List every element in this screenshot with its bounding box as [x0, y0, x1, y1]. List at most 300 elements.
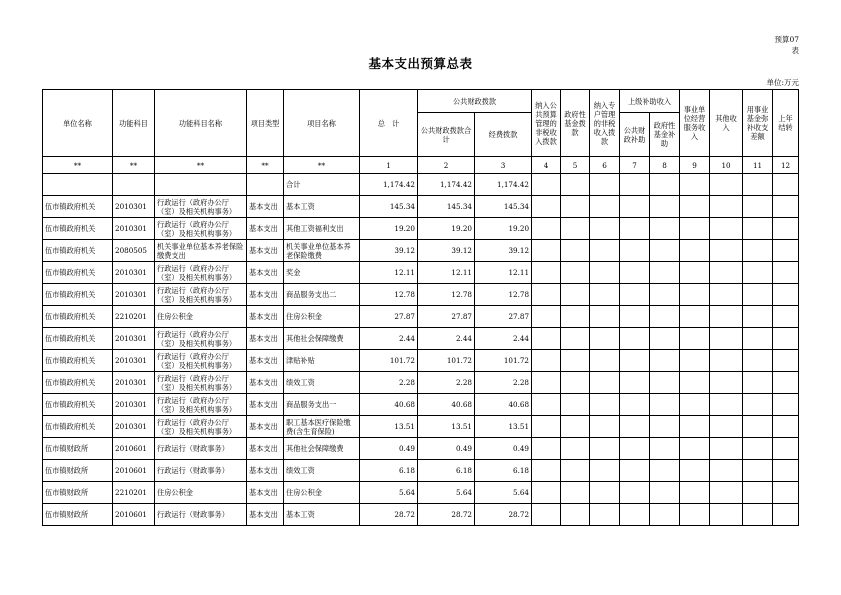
item-name-cell: 津贴补贴	[284, 350, 360, 372]
empty-cell	[650, 482, 680, 504]
total-cell: 0.49	[360, 438, 418, 460]
empty-cell	[773, 218, 799, 240]
empty-cell	[620, 328, 650, 350]
table-row	[43, 196, 799, 218]
empty-cell	[620, 482, 650, 504]
empty-cell	[773, 372, 799, 394]
func-code-cell: 2010301	[113, 196, 155, 218]
public-fiscal-cell: 2.44	[418, 328, 475, 350]
empty-cell	[590, 394, 620, 416]
empty-cell	[650, 328, 680, 350]
funding-cell: 40.68	[475, 394, 532, 416]
index-cell: 2	[418, 157, 475, 174]
col-nontax: 纳入公共预算管理的非税收入拨款	[532, 90, 561, 157]
total-cell: 6.18	[360, 460, 418, 482]
func-code-cell: 2010301	[113, 262, 155, 284]
empty-cell	[680, 438, 710, 460]
col-item-type: 项目类型	[247, 90, 284, 157]
index-cell: **	[113, 157, 155, 174]
empty-cell	[561, 416, 590, 438]
empty-cell	[743, 262, 773, 284]
func-code-cell: 2010601	[113, 438, 155, 460]
total-code-cell	[113, 174, 155, 196]
total-empty-6	[590, 174, 620, 196]
item-name-cell: 职工基本医疗保险缴费(含生育保险)	[284, 416, 360, 438]
empty-cell	[532, 284, 561, 306]
col-other-income: 其他收入	[710, 90, 743, 157]
col-special-account: 纳入专户管理的非税收入拨款	[590, 90, 620, 157]
func-code-cell: 2010301	[113, 416, 155, 438]
func-name-cell: 行政运行（政府办公厅（室）及相关机构事务）	[155, 394, 247, 416]
public-fiscal-cell: 19.20	[418, 218, 475, 240]
public-fiscal-cell: 39.12	[418, 240, 475, 262]
public-fiscal-cell: 6.18	[418, 460, 475, 482]
empty-cell	[710, 196, 743, 218]
empty-cell	[710, 504, 743, 526]
table-row	[43, 394, 799, 416]
empty-cell	[590, 416, 620, 438]
total-type-cell	[247, 174, 284, 196]
table-header	[43, 90, 799, 174]
func-name-cell: 行政运行（政府办公厅（室）及相关机构事务）	[155, 328, 247, 350]
func-name-cell: 住房公积金	[155, 482, 247, 504]
empty-cell	[561, 372, 590, 394]
index-cell: 12	[773, 157, 799, 174]
index-cell: **	[284, 157, 360, 174]
total-cell: 39.12	[360, 240, 418, 262]
empty-cell	[773, 504, 799, 526]
empty-cell	[710, 218, 743, 240]
public-fiscal-cell: 12.11	[418, 262, 475, 284]
table-row	[43, 460, 799, 482]
index-cell: 10	[710, 157, 743, 174]
empty-cell	[743, 196, 773, 218]
func-code-cell: 2210201	[113, 482, 155, 504]
empty-cell	[532, 262, 561, 284]
empty-cell	[680, 394, 710, 416]
public-fiscal-cell: 145.34	[418, 196, 475, 218]
empty-cell	[773, 350, 799, 372]
empty-cell	[710, 394, 743, 416]
index-cell: **	[247, 157, 284, 174]
empty-cell	[590, 218, 620, 240]
empty-cell	[532, 240, 561, 262]
total-cell: 40.68	[360, 394, 418, 416]
empty-cell	[680, 218, 710, 240]
func-code-cell: 2010601	[113, 460, 155, 482]
func-code-cell: 2010301	[113, 284, 155, 306]
func-code-cell: 2010601	[113, 504, 155, 526]
table-row	[43, 482, 799, 504]
empty-cell	[650, 460, 680, 482]
empty-cell	[773, 262, 799, 284]
unit-name-cell: 伍市镇财政所	[43, 438, 113, 460]
item-name-cell: 基本工资	[284, 504, 360, 526]
func-code-cell: 2010301	[113, 350, 155, 372]
item-type-cell: 基本支出	[247, 328, 284, 350]
empty-cell	[590, 504, 620, 526]
empty-cell	[561, 350, 590, 372]
total-empty-5	[561, 174, 590, 196]
funding-cell: 5.64	[475, 482, 532, 504]
empty-cell	[620, 262, 650, 284]
unit-name-cell: 伍市镇政府机关	[43, 394, 113, 416]
empty-cell	[590, 240, 620, 262]
item-name-cell: 绩效工资	[284, 372, 360, 394]
func-name-cell: 行政运行（政府办公厅（室）及相关机构事务）	[155, 284, 247, 306]
item-type-cell: 基本支出	[247, 350, 284, 372]
empty-cell	[532, 350, 561, 372]
empty-cell	[590, 372, 620, 394]
empty-cell	[680, 328, 710, 350]
item-name-cell: 其他工资福利支出	[284, 218, 360, 240]
item-name-cell: 奖金	[284, 262, 360, 284]
funding-cell: 6.18	[475, 460, 532, 482]
empty-cell	[532, 372, 561, 394]
unit-name-cell: 伍市镇政府机关	[43, 328, 113, 350]
empty-cell	[680, 350, 710, 372]
empty-cell	[680, 482, 710, 504]
unit-name-cell: 伍市镇政府机关	[43, 240, 113, 262]
total-label: 合计	[284, 174, 360, 196]
empty-cell	[620, 196, 650, 218]
unit-name-cell: 伍市镇政府机关	[43, 284, 113, 306]
empty-cell	[650, 262, 680, 284]
empty-cell	[532, 460, 561, 482]
item-type-cell: 基本支出	[247, 240, 284, 262]
index-cell: 3	[475, 157, 532, 174]
empty-cell	[532, 328, 561, 350]
func-code-cell: 2010301	[113, 218, 155, 240]
empty-cell	[710, 438, 743, 460]
index-cell: 1	[360, 157, 418, 174]
unit-name-cell: 伍市镇政府机关	[43, 350, 113, 372]
total-row	[43, 174, 799, 196]
total-funding: 1,174.42	[475, 174, 532, 196]
col-public-subsidy: 公共财政补助	[620, 113, 650, 157]
empty-cell	[773, 284, 799, 306]
total-cell: 5.64	[360, 482, 418, 504]
empty-cell	[650, 350, 680, 372]
empty-cell	[773, 482, 799, 504]
empty-cell	[561, 460, 590, 482]
item-type-cell: 基本支出	[247, 504, 284, 526]
funding-cell: 19.20	[475, 218, 532, 240]
col-carryover: 上年结转	[773, 90, 799, 157]
empty-cell	[650, 218, 680, 240]
empty-cell	[743, 328, 773, 350]
public-fiscal-cell: 27.87	[418, 306, 475, 328]
empty-cell	[590, 284, 620, 306]
table-row	[43, 284, 799, 306]
total-public: 1,174.42	[418, 174, 475, 196]
item-type-cell: 基本支出	[247, 262, 284, 284]
empty-cell	[620, 218, 650, 240]
total-cell: 101.72	[360, 350, 418, 372]
func-code-cell: 2010301	[113, 394, 155, 416]
funding-cell: 145.34	[475, 196, 532, 218]
funding-cell: 39.12	[475, 240, 532, 262]
item-name-cell: 商品服务支出二	[284, 284, 360, 306]
item-name-cell: 其他社会保障缴费	[284, 438, 360, 460]
total-cell: 145.34	[360, 196, 418, 218]
empty-cell	[743, 372, 773, 394]
empty-cell	[743, 350, 773, 372]
index-cell: 6	[590, 157, 620, 174]
unit-name-cell: 伍市镇政府机关	[43, 196, 113, 218]
total-func-cell	[155, 174, 247, 196]
empty-cell	[561, 218, 590, 240]
item-type-cell: 基本支出	[247, 416, 284, 438]
item-name-cell: 绩效工资	[284, 460, 360, 482]
total-empty-10	[710, 174, 743, 196]
public-fiscal-cell: 28.72	[418, 504, 475, 526]
func-name-cell: 行政运行（财政事务）	[155, 504, 247, 526]
empty-cell	[590, 306, 620, 328]
empty-cell	[680, 460, 710, 482]
empty-cell	[532, 416, 561, 438]
empty-cell	[680, 416, 710, 438]
item-name-cell: 商品服务支出一	[284, 394, 360, 416]
public-fiscal-cell: 40.68	[418, 394, 475, 416]
funding-cell: 0.49	[475, 438, 532, 460]
empty-cell	[743, 460, 773, 482]
funding-cell: 13.51	[475, 416, 532, 438]
empty-cell	[710, 460, 743, 482]
empty-cell	[532, 394, 561, 416]
total-empty-9	[680, 174, 710, 196]
unit-name-cell: 伍市镇政府机关	[43, 218, 113, 240]
func-name-cell: 行政运行（财政事务）	[155, 460, 247, 482]
empty-cell	[650, 372, 680, 394]
func-name-cell: 行政运行（财政事务）	[155, 438, 247, 460]
total-empty-7	[620, 174, 650, 196]
col-total: 总 计	[360, 90, 418, 157]
index-cell: 11	[743, 157, 773, 174]
index-cell: 9	[680, 157, 710, 174]
empty-cell	[743, 416, 773, 438]
item-type-cell: 基本支出	[247, 284, 284, 306]
funding-cell: 2.44	[475, 328, 532, 350]
empty-cell	[561, 262, 590, 284]
col-item-name: 项目名称	[284, 90, 360, 157]
col-public-fiscal-total: 公共财政拨款合计	[418, 113, 475, 157]
table-body	[43, 174, 799, 526]
table-row	[43, 306, 799, 328]
total-cell: 12.78	[360, 284, 418, 306]
empty-cell	[710, 306, 743, 328]
empty-cell	[532, 196, 561, 218]
public-fiscal-cell: 0.49	[418, 438, 475, 460]
total-sum: 1,174.42	[360, 174, 418, 196]
empty-cell	[773, 460, 799, 482]
empty-cell	[620, 504, 650, 526]
func-name-cell: 行政运行（政府办公厅（室）及相关机构事务）	[155, 196, 247, 218]
index-cell: **	[155, 157, 247, 174]
empty-cell	[620, 438, 650, 460]
empty-cell	[532, 504, 561, 526]
col-group-public-fiscal: 公共财政拨款	[418, 90, 532, 113]
table-row	[43, 262, 799, 284]
total-cell: 19.20	[360, 218, 418, 240]
empty-cell	[743, 306, 773, 328]
empty-cell	[532, 438, 561, 460]
empty-cell	[680, 262, 710, 284]
unit-name-cell: 伍市镇财政所	[43, 482, 113, 504]
unit-label: 单位:万元	[766, 78, 799, 87]
empty-cell	[561, 240, 590, 262]
empty-cell	[590, 328, 620, 350]
empty-cell	[590, 438, 620, 460]
table-row	[43, 504, 799, 526]
empty-cell	[743, 240, 773, 262]
item-type-cell: 基本支出	[247, 306, 284, 328]
index-cell: 8	[650, 157, 680, 174]
public-fiscal-cell: 5.64	[418, 482, 475, 504]
item-type-cell: 基本支出	[247, 218, 284, 240]
col-group-superior-subsidy: 上级补助收入	[620, 90, 680, 113]
empty-cell	[532, 306, 561, 328]
empty-cell	[773, 306, 799, 328]
item-name-cell: 其他社会保障缴费	[284, 328, 360, 350]
empty-cell	[620, 460, 650, 482]
public-fiscal-cell: 13.51	[418, 416, 475, 438]
empty-cell	[561, 504, 590, 526]
budget-table	[42, 89, 799, 526]
empty-cell	[680, 372, 710, 394]
total-cell: 27.87	[360, 306, 418, 328]
empty-cell	[650, 416, 680, 438]
empty-cell	[710, 240, 743, 262]
total-empty-4	[532, 174, 561, 196]
empty-cell	[650, 306, 680, 328]
empty-cell	[650, 438, 680, 460]
index-cell: 4	[532, 157, 561, 174]
page-title: 基本支出预算总表	[368, 56, 473, 71]
col-func-code: 功能科目	[113, 90, 155, 157]
report-code-line2: 表	[791, 46, 799, 55]
item-name-cell: 基本工资	[284, 196, 360, 218]
public-fiscal-cell: 101.72	[418, 350, 475, 372]
empty-cell	[620, 372, 650, 394]
empty-cell	[710, 284, 743, 306]
empty-cell	[710, 262, 743, 284]
func-name-cell: 住房公积金	[155, 306, 247, 328]
report-code-line1: 预算07	[774, 35, 799, 44]
empty-cell	[773, 416, 799, 438]
funding-cell: 2.28	[475, 372, 532, 394]
index-cell: **	[43, 157, 113, 174]
empty-cell	[561, 438, 590, 460]
total-cell: 13.51	[360, 416, 418, 438]
empty-cell	[561, 394, 590, 416]
table-row	[43, 328, 799, 350]
empty-cell	[743, 218, 773, 240]
item-name-cell: 住房公积金	[284, 306, 360, 328]
table-row	[43, 438, 799, 460]
total-cell: 28.72	[360, 504, 418, 526]
empty-cell	[680, 284, 710, 306]
total-cell: 2.28	[360, 372, 418, 394]
empty-cell	[590, 460, 620, 482]
empty-cell	[650, 240, 680, 262]
empty-cell	[743, 284, 773, 306]
unit-name-cell: 伍市镇财政所	[43, 504, 113, 526]
empty-cell	[590, 262, 620, 284]
empty-cell	[620, 240, 650, 262]
empty-cell	[650, 394, 680, 416]
total-empty-11	[743, 174, 773, 196]
func-code-cell: 2210201	[113, 306, 155, 328]
empty-cell	[620, 416, 650, 438]
col-gov-fund-subsidy: 政府性基金补助	[650, 113, 680, 157]
empty-cell	[561, 196, 590, 218]
empty-cell	[743, 438, 773, 460]
funding-cell: 12.78	[475, 284, 532, 306]
func-name-cell: 行政运行（政府办公厅（室）及相关机构事务）	[155, 372, 247, 394]
unit-name-cell: 伍市镇财政所	[43, 460, 113, 482]
item-type-cell: 基本支出	[247, 482, 284, 504]
func-name-cell: 行政运行（政府办公厅（室）及相关机构事务）	[155, 350, 247, 372]
item-name-cell: 机关事业单位基本养老保险缴费	[284, 240, 360, 262]
empty-cell	[620, 394, 650, 416]
unit-name-cell: 伍市镇政府机关	[43, 372, 113, 394]
empty-cell	[743, 504, 773, 526]
unit-name-cell: 伍市镇政府机关	[43, 416, 113, 438]
func-name-cell: 机关事业单位基本养老保险缴费支出	[155, 240, 247, 262]
func-name-cell: 行政运行（政府办公厅（室）及相关机构事务）	[155, 262, 247, 284]
empty-cell	[620, 350, 650, 372]
table-row	[43, 416, 799, 438]
col-business-fund: 用事业基金弥补收支差额	[743, 90, 773, 157]
report-code	[774, 34, 799, 56]
empty-cell	[590, 350, 620, 372]
table-row	[43, 240, 799, 262]
funding-cell: 27.87	[475, 306, 532, 328]
item-type-cell: 基本支出	[247, 438, 284, 460]
item-type-cell: 基本支出	[247, 460, 284, 482]
item-type-cell: 基本支出	[247, 394, 284, 416]
index-cell: 5	[561, 157, 590, 174]
index-row	[43, 157, 799, 174]
empty-cell	[620, 306, 650, 328]
empty-cell	[773, 438, 799, 460]
empty-cell	[680, 504, 710, 526]
public-fiscal-cell: 12.78	[418, 284, 475, 306]
item-type-cell: 基本支出	[247, 196, 284, 218]
col-func-name: 功能科目名称	[155, 90, 247, 157]
empty-cell	[561, 328, 590, 350]
empty-cell	[743, 394, 773, 416]
total-unit-cell	[43, 174, 113, 196]
total-cell: 2.44	[360, 328, 418, 350]
empty-cell	[680, 196, 710, 218]
table-row	[43, 350, 799, 372]
funding-cell: 101.72	[475, 350, 532, 372]
index-cell: 7	[620, 157, 650, 174]
empty-cell	[532, 218, 561, 240]
item-type-cell: 基本支出	[247, 372, 284, 394]
total-cell: 12.11	[360, 262, 418, 284]
table-row	[43, 372, 799, 394]
empty-cell	[590, 482, 620, 504]
empty-cell	[773, 394, 799, 416]
table-row	[43, 218, 799, 240]
empty-cell	[680, 240, 710, 262]
total-empty-12	[773, 174, 799, 196]
empty-cell	[590, 196, 620, 218]
empty-cell	[650, 284, 680, 306]
